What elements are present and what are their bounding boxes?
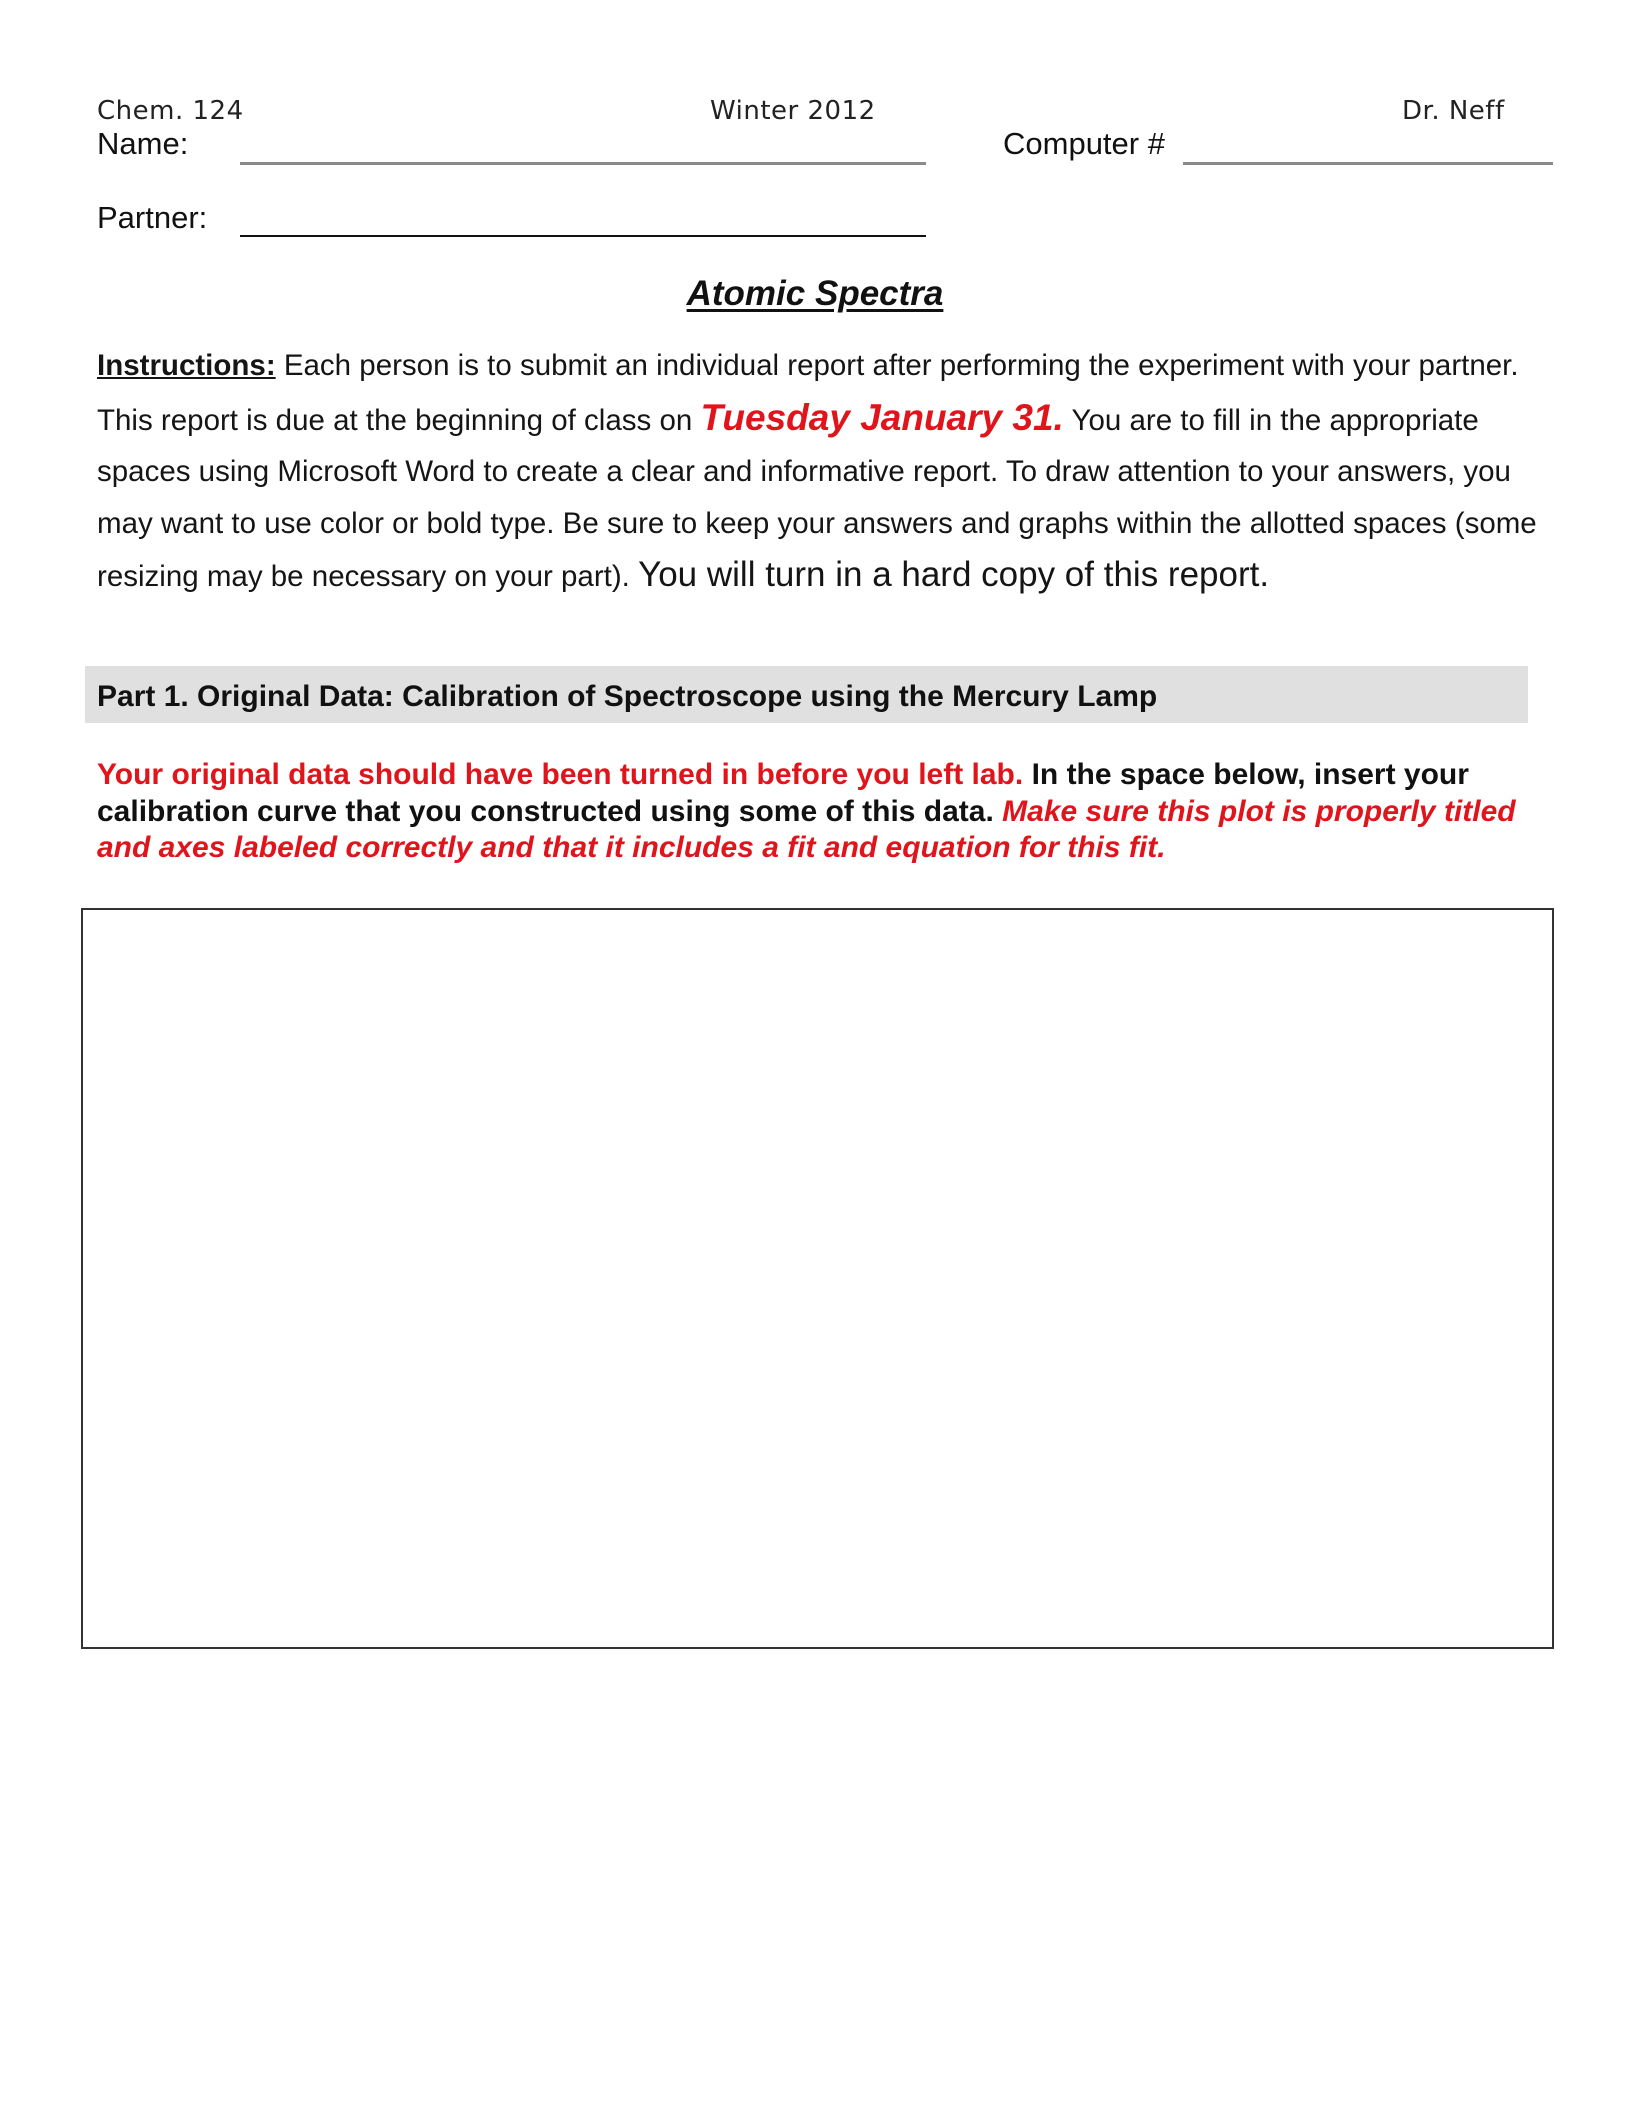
course-label: Chem. 124 bbox=[97, 96, 244, 126]
part1-note-red-italic: Make sure this plot is properly titled and axes labeled correctly and that it includes a fit and equation for this fit. bbox=[97, 794, 1516, 864]
part1-note-red: Your original data should have been turned in before you left lab. bbox=[97, 758, 1024, 791]
instructions-text-3: You will turn in a hard copy of this report. bbox=[638, 555, 1270, 594]
partner-field[interactable] bbox=[240, 235, 926, 237]
instructions-label: Instructions: bbox=[97, 349, 276, 382]
term-label: Winter 2012 bbox=[710, 96, 876, 126]
part1-heading: Part 1. Original Data: Calibration of Spectroscope using the Mercury Lamp bbox=[97, 680, 1158, 713]
due-date: Tuesday January 31. bbox=[700, 396, 1064, 438]
name-field[interactable] bbox=[240, 162, 926, 165]
instructions-paragraph bbox=[97, 340, 1567, 603]
computer-number-field[interactable] bbox=[1183, 162, 1553, 165]
document-title: Atomic Spectra bbox=[686, 274, 944, 313]
instructions-text-1: Each person is to submit an individual report after performing the experiment with your partner. This report is due at the beginning of class on bbox=[97, 349, 1519, 437]
partner-label: Partner: bbox=[97, 200, 208, 235]
name-label: Name: bbox=[97, 126, 189, 161]
instructions-text-2: You are to fill in the appropriate spaces using Microsoft Word to create a clear and informative report. To draw attention to your answers, you may want to use color or bold type. Be sure to keep your answers and graphs within the allotted spaces (some resizing may be necessary on your part). bbox=[97, 403, 1537, 593]
part1-instructions bbox=[97, 757, 1557, 867]
part1-note-black: In the space below, insert your calibration curve that you constructed using some of this data. bbox=[97, 758, 1469, 828]
instructor-label: Dr. Neff bbox=[1402, 96, 1505, 126]
computer-number-label: Computer # bbox=[1003, 126, 1165, 161]
calibration-curve-box[interactable] bbox=[81, 908, 1554, 1649]
